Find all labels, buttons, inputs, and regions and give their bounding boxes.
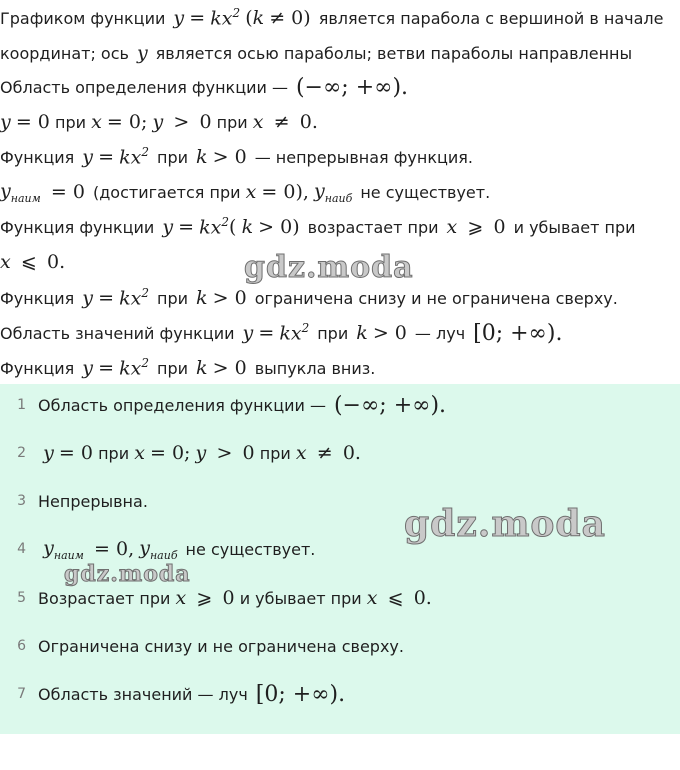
formula: y [82,146,94,168]
list-item: 4 $y_{наим}$ = 0, $y_{наиб}$ не существует. [0,531,680,567]
formula: x [0,251,11,273]
list-item: 5 Возрастает при x ⩾ 0 и убывает при x ⩽ 0. [0,580,680,616]
line-text: Область значений функции [0,323,235,343]
line-text: при [157,358,189,378]
line-text: при [317,323,349,343]
line-text: возрастает при [307,217,439,237]
text-line-4: y = 0 при x = 0; y > 0 при x ≠ 0. [0,111,318,133]
line-text: Функция [0,147,75,167]
item-number: 4 [17,541,26,557]
formula: y [136,42,148,64]
item-text: не существует. [185,539,316,559]
formula: y [82,357,94,379]
line-text: при [216,112,248,132]
line-text: при [157,288,189,308]
line-text: является парабола с вершиной в начале [318,8,664,28]
item-text: и убывает при [239,588,362,608]
item-text: при [98,443,130,463]
line-text: выпукла вниз. [254,358,376,378]
line-text: Область определения функции — [0,77,288,97]
formula: x [175,587,187,609]
list-item [0,387,680,423]
text-line-5: Функция y = $kx^2$ при k > 0 — непрерывная функция. [0,145,474,169]
item-text: при [259,443,291,463]
summary-panel [0,384,680,734]
item-number: 1 [17,397,26,413]
line-text: при [157,147,189,167]
line-text: при [54,112,86,132]
formula: (−∞; +∞). [333,392,447,418]
watermark: gdz.moda [64,561,191,587]
list-item [0,676,680,712]
item-text: Ограничена снизу и не ограничена сверху. [38,636,404,656]
text-line-7: Функция функции y = $kx^2$ ( k > 0) возрастает при x ⩾ 0 и убывает при [0,215,636,239]
line-text: Функция [0,288,75,308]
formula: y [82,287,94,309]
text-line-1: Графиком функции y = $kx^2$ ( k ≠ 0) является парабола с вершиной в начале [0,6,664,30]
item-number: 5 [17,590,26,606]
item-number: 3 [17,493,26,509]
formula: (−∞; +∞). [295,74,409,100]
watermark: gdz.moda [244,250,414,285]
line-text: и убывает при [513,217,636,237]
text-line-8: x ⩽ 0. [0,251,66,273]
formula: [0; +∞). [255,681,346,707]
line-text: (достигается при [92,182,241,202]
formula: y [242,322,254,344]
formula: $y_{наим}$ [0,179,41,205]
list-item: 2 y = 0 при x = 0; y > 0 при x ≠ 0. [0,435,680,471]
item-text: Возрастает при [38,588,171,608]
formula: y [162,216,174,238]
text-line-9: Функция y = $kx^2$ при k > 0 ограничена снизу и не ограничена сверху. [0,286,618,310]
item-number: 7 [17,686,26,702]
item-text: Непрерывна. [38,491,148,511]
line-text: не существует. [360,182,491,202]
line-text: — непрерывная функция. [254,147,474,167]
text-line-11: Функция y = $kx^2$ при k > 0 выпукла вниз. [0,356,376,380]
formula: y [173,7,185,29]
text-line-2 [0,38,680,68]
text-line-3 [0,72,680,102]
list-item [0,628,680,664]
text-line-10: Область значений функции y = $kx^2$ при k > 0 — луч [0; +∞). [0,320,563,346]
item-text: Область определения функции — [38,395,326,415]
formula: $y_{наим}$ [43,536,84,562]
line-text: — луч [414,323,466,343]
line-text: Функция [0,358,75,378]
line-text: Графиком функции [0,8,166,28]
item-number: 6 [17,638,26,654]
line-text: Функция функции [0,217,155,237]
watermark: gdz.moda [404,503,606,545]
line-text: является осью параболы; ветви параболы направленны [155,43,633,63]
formula: y [43,442,54,464]
formula: y [0,111,11,133]
text-line-6: $y_{наим}$ = 0 (достигается при x = 0), $y_{наиб}$ не существует. [0,179,491,205]
line-text: координат; ось [0,43,129,63]
line-text: ограничена снизу и не ограничена сверху. [254,288,618,308]
item-text: Область значений — луч [38,684,248,704]
item-number: 2 [17,445,26,461]
